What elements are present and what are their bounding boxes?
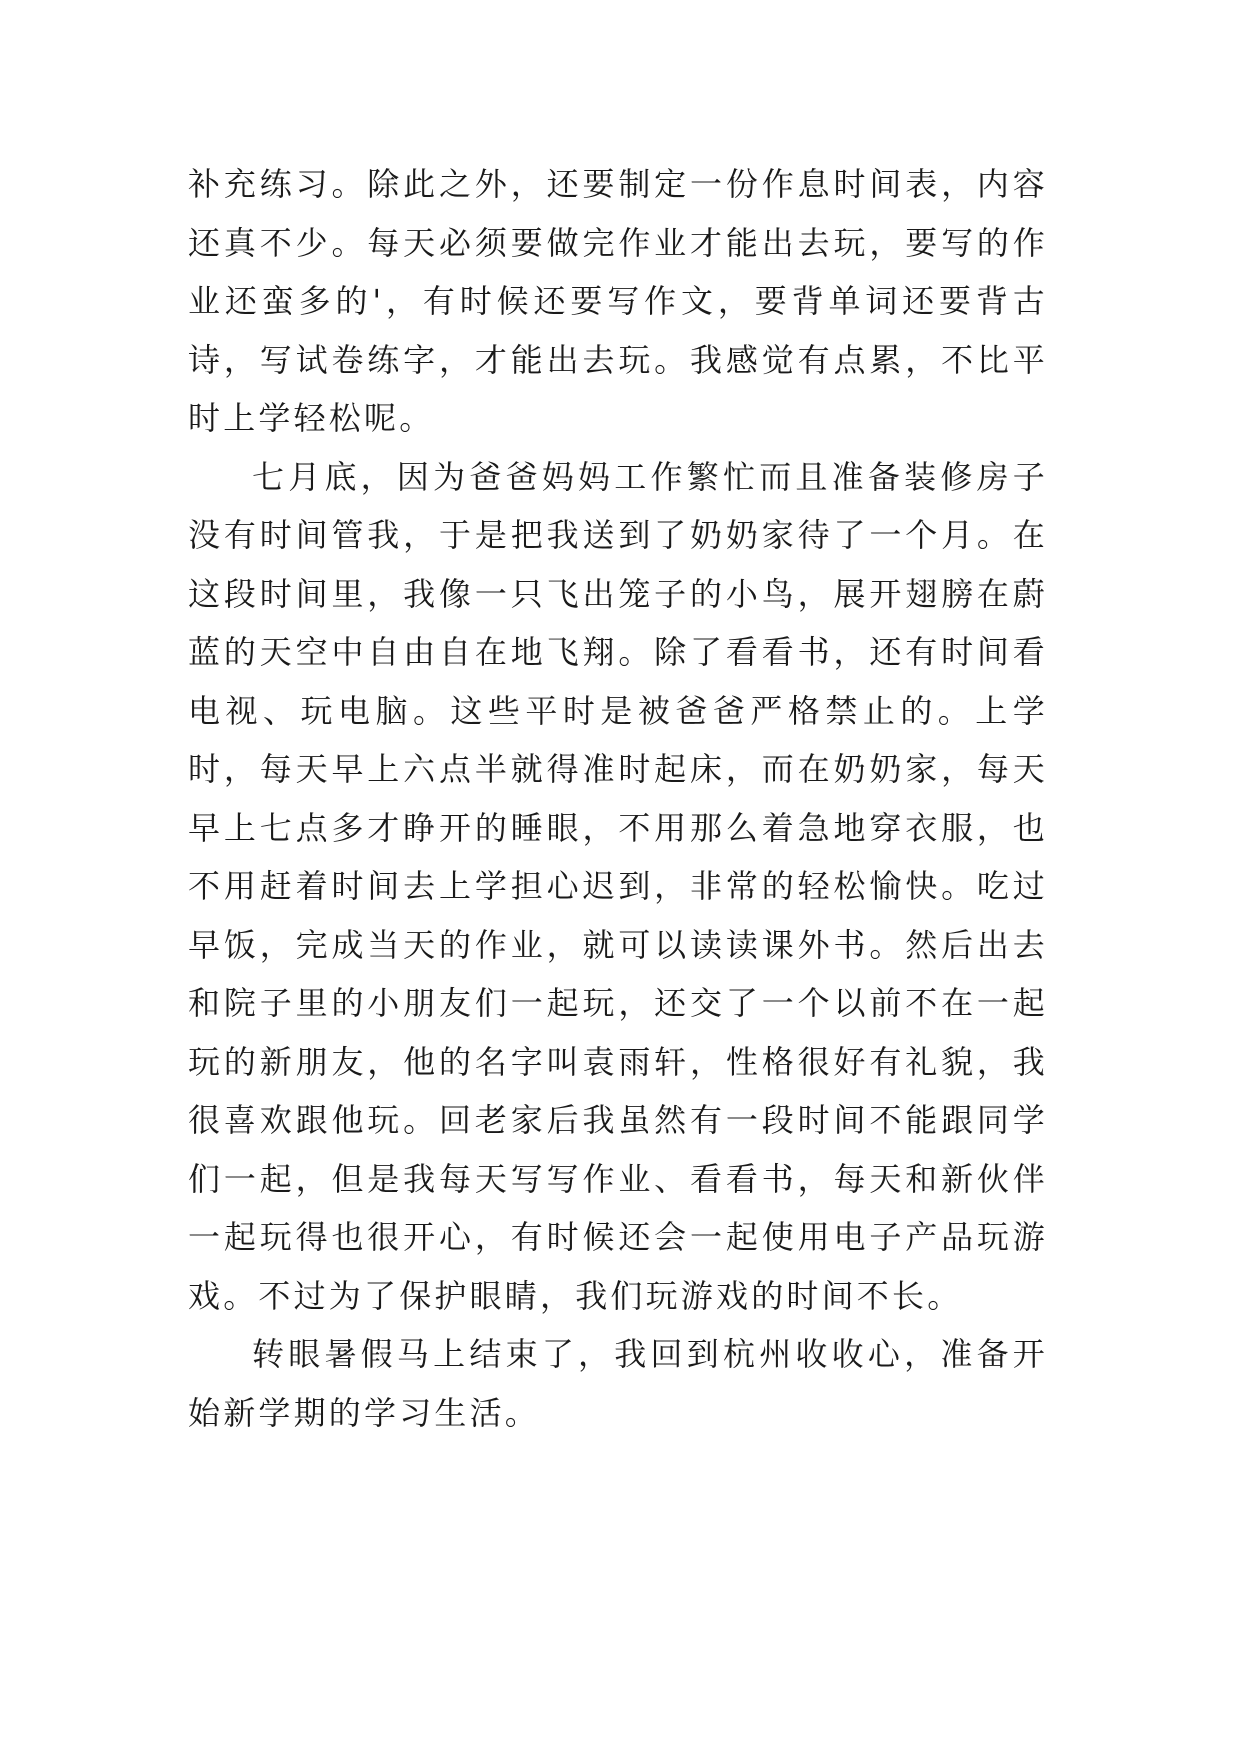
document-body (188, 155, 1048, 1442)
paragraph-3: 转眼暑假马上结束了，我回到杭州收收心，准备开始新学期的学习生活。 (188, 1335, 1048, 1432)
paragraph-2: 七月底，因为爸爸妈妈工作繁忙而且准备装修房子没有时间管我，于是把我送到了奶奶家待了一个月。在这段时间里，我像一只飞出笼子的小鸟，展开翅膀在蔚蓝的天空中自由自在地飞翔。除了看看书，还有时间看电视、玩电脑。这些平时是被爸爸严格禁止的。上学时，每天早上六点半就得准时起床，而在奶奶家，每天早上七点多才睁开的睡眼，不用那么着急地穿衣服，也不用赶着时间去上学担心迟到，非常的轻松愉快。吃过早饭，完成当天的作业，就可以读读课外书。然后出去和院子里的小朋友们一起玩，还交了一个以前不在一起玩的新朋友，他的名字叫袁雨轩，性格很好有礼貌，我很喜欢跟他玩。回老家后我虽然有一段时间不能跟同学们一起，但是我每天写写作业、看看书，每天和新伙伴一起玩得也很开心，有时候还会一起使用电子产品玩游戏。不过为了保护眼睛，我们玩游戏的时间不长。 (188, 457, 1048, 1315)
paragraph-1: 补充练习。除此之外，还要制定一份作息时间表，内容还真不少。每天必须要做完作业才能出去玩，要写的作业还蛮多的'，有时候还要写作文，要背单词还要背古诗，写试卷练字，才能出去玩。我感觉有点累，不比平时上学轻松呢。 (188, 165, 1048, 437)
